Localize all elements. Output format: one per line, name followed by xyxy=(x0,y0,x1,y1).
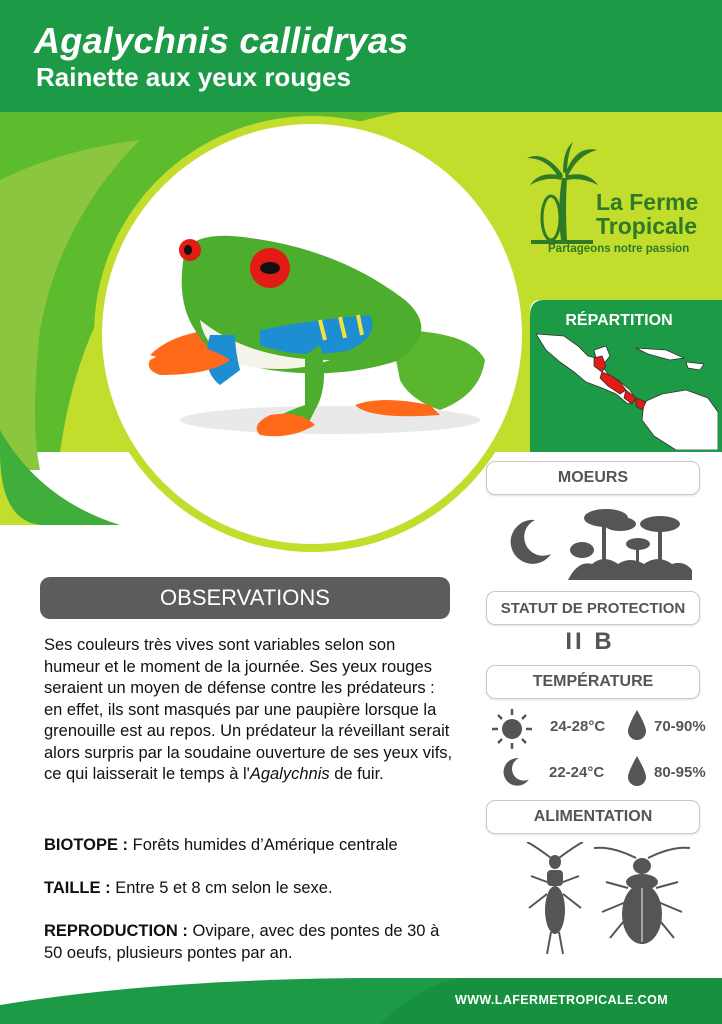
night-temperature: 22-24°C xyxy=(549,764,605,781)
night-humidity: 80-95% xyxy=(654,764,706,781)
crescent-moon-small-icon xyxy=(500,757,530,787)
palm-tree-logo-icon xyxy=(525,140,600,250)
repartition-title: RÉPARTITION xyxy=(565,312,673,329)
forest-icon xyxy=(568,504,692,580)
taille-line: TAILLE : Entre 5 et 8 cm selon le sexe. xyxy=(44,879,333,897)
protection-title: STATUT DE PROTECTION xyxy=(486,591,700,625)
logo-name-line2: Tropicale xyxy=(596,213,697,239)
protection-status-value: II B xyxy=(565,628,615,655)
logo-name-line1: La Ferme xyxy=(596,189,699,215)
observations-banner: OBSERVATIONS xyxy=(40,577,450,619)
day-temperature: 24-28°C xyxy=(550,718,606,735)
moeurs-title: MOEURS xyxy=(486,461,700,495)
day-humidity: 70-90% xyxy=(654,718,706,735)
temperature-title: TEMPÉRATURE xyxy=(486,665,700,699)
cockroach-icon xyxy=(592,842,692,946)
crescent-moon-icon xyxy=(505,518,553,566)
footer-website-link[interactable]: WWW.LAFERMETROPICALE.COM xyxy=(455,993,669,1007)
species-common-name: Rainette aux yeux rouges xyxy=(36,62,351,92)
cricket-icon xyxy=(525,842,585,956)
frog-illustration xyxy=(140,220,500,450)
central-america-map-icon xyxy=(536,332,718,450)
water-drop-icon xyxy=(626,710,648,742)
species-title: Agalychnis callidryas xyxy=(34,20,409,61)
water-drop-night-icon xyxy=(626,756,648,788)
observations-text: Ses couleurs très vives sont variables selon son humeur et le moment de la journée. Ses yeux rouges seraient un moyen de défense contre les prédateurs : en effet, ils sont masqués par une paupière lorsque la grenouille est au repos. Un prédateur la réveillant serait alors surpris par la soudaine ouverture de ses yeux vifs, ce qui laisserait le temps à l'Agalychnis de fuir. xyxy=(44,636,453,783)
sun-icon xyxy=(490,707,534,751)
biotope-line: BIOTOPE : Forêts humides d’Amérique centrale xyxy=(44,836,398,854)
logo-slogan: Partageons notre passion xyxy=(548,243,690,255)
alimentation-title: ALIMENTATION xyxy=(486,800,700,834)
reproduction-line: REPRODUCTION : Ovipare, avec des pontes de 30 à 50 oeufs, plusieurs pontes par an. xyxy=(44,922,440,962)
